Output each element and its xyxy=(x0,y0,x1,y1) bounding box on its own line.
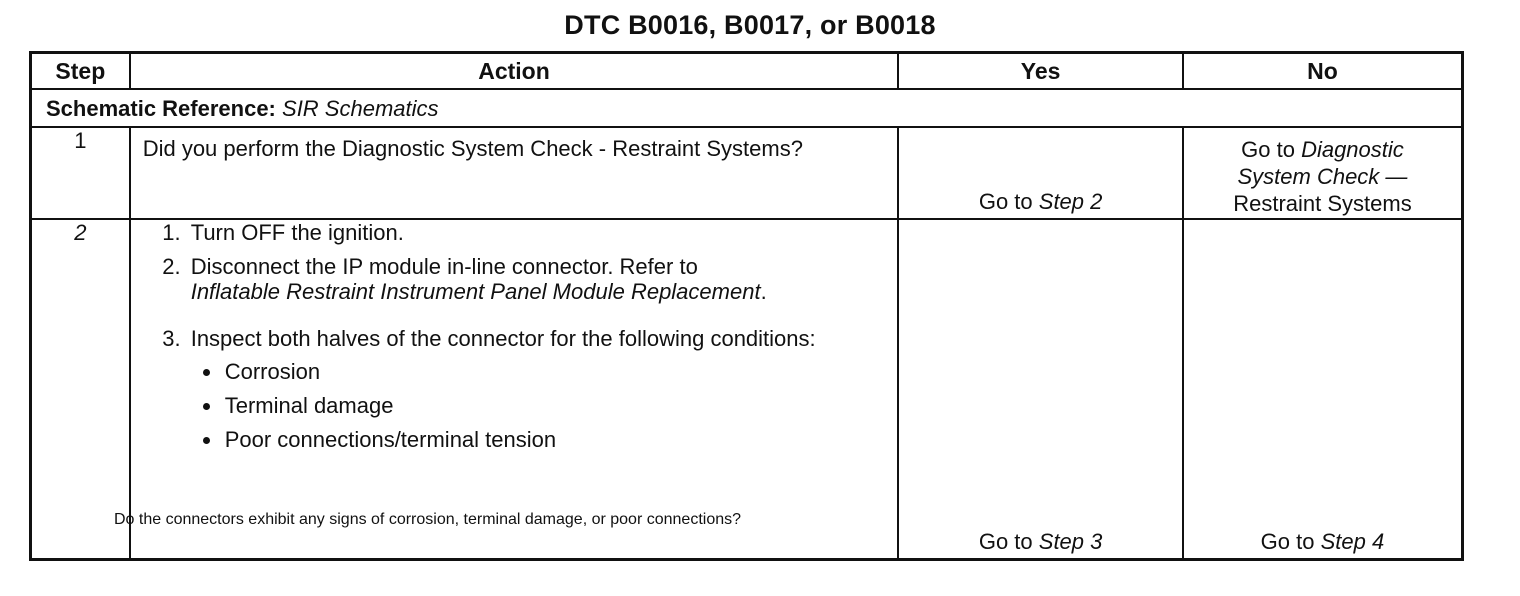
instruction-text: Turn OFF the ignition. xyxy=(190,220,404,245)
schematic-reference-row xyxy=(31,89,1463,127)
no-prefix: Go to xyxy=(1241,137,1295,162)
instruction-item xyxy=(187,254,898,304)
table-row xyxy=(31,127,1463,219)
action-question: Do the connectors exhibit any signs of corrosion, terminal damage, or poor connections? xyxy=(114,511,742,528)
action-cell xyxy=(130,219,899,560)
schematic-reference xyxy=(31,89,1463,127)
procedure-reference: Inflatable Restraint Instrument Panel Module Replacement xyxy=(190,279,761,304)
no-target-line1: Diagnostic xyxy=(1301,137,1404,162)
action-cell xyxy=(130,127,899,219)
no-target-line3: Restraint Systems xyxy=(1233,191,1412,216)
step-number xyxy=(31,219,130,560)
action-question: Did you perform the Diagnostic System Check - Restraint Systems? xyxy=(142,136,803,161)
instruction-item xyxy=(187,326,898,452)
header-action: Action xyxy=(130,53,899,90)
yes-cell xyxy=(898,127,1183,219)
yes-outcome xyxy=(899,189,1182,214)
no-outcome xyxy=(1184,128,1461,217)
page-title: DTC B0016, B0017, or B0018 xyxy=(564,10,936,40)
yes-target: Step 3 xyxy=(1038,529,1103,554)
header-row xyxy=(31,53,1463,90)
yes-target: Step 2 xyxy=(1038,189,1103,214)
no-cell xyxy=(1183,127,1463,219)
header-no: No xyxy=(1183,53,1463,90)
list-item: • Poor connections/terminal tension xyxy=(223,427,898,452)
reference-suffix: . xyxy=(760,279,767,304)
condition-list xyxy=(191,359,898,452)
header-yes: Yes xyxy=(898,53,1183,90)
diagnostic-table xyxy=(29,51,1464,561)
yes-outcome xyxy=(899,529,1182,554)
step-number-text: 2 xyxy=(74,220,87,245)
no-target-line2: System Check — xyxy=(1237,164,1408,189)
instruction-text: Inspect both halves of the connector for the following conditions: xyxy=(190,326,816,351)
instruction-item xyxy=(187,220,898,245)
no-prefix: Go to xyxy=(1260,529,1315,554)
table-row xyxy=(31,219,1463,560)
list-item: • Terminal damage xyxy=(223,393,898,418)
schematic-reference-label: Schematic Reference: xyxy=(46,95,276,121)
yes-cell xyxy=(898,219,1183,560)
yes-prefix: Go to xyxy=(978,529,1033,554)
no-outcome xyxy=(1184,529,1461,554)
instruction-text: Disconnect the IP module in-line connector. Refer to xyxy=(190,254,698,279)
header-step: Step xyxy=(31,53,130,90)
no-cell xyxy=(1183,219,1463,560)
yes-prefix: Go to xyxy=(978,189,1033,214)
instruction-list xyxy=(131,220,898,452)
step-number: 1 xyxy=(31,127,130,219)
schematic-reference-link: SIR Schematics xyxy=(282,95,439,121)
list-item: • Corrosion xyxy=(223,359,898,384)
no-target: Step 4 xyxy=(1320,529,1385,554)
